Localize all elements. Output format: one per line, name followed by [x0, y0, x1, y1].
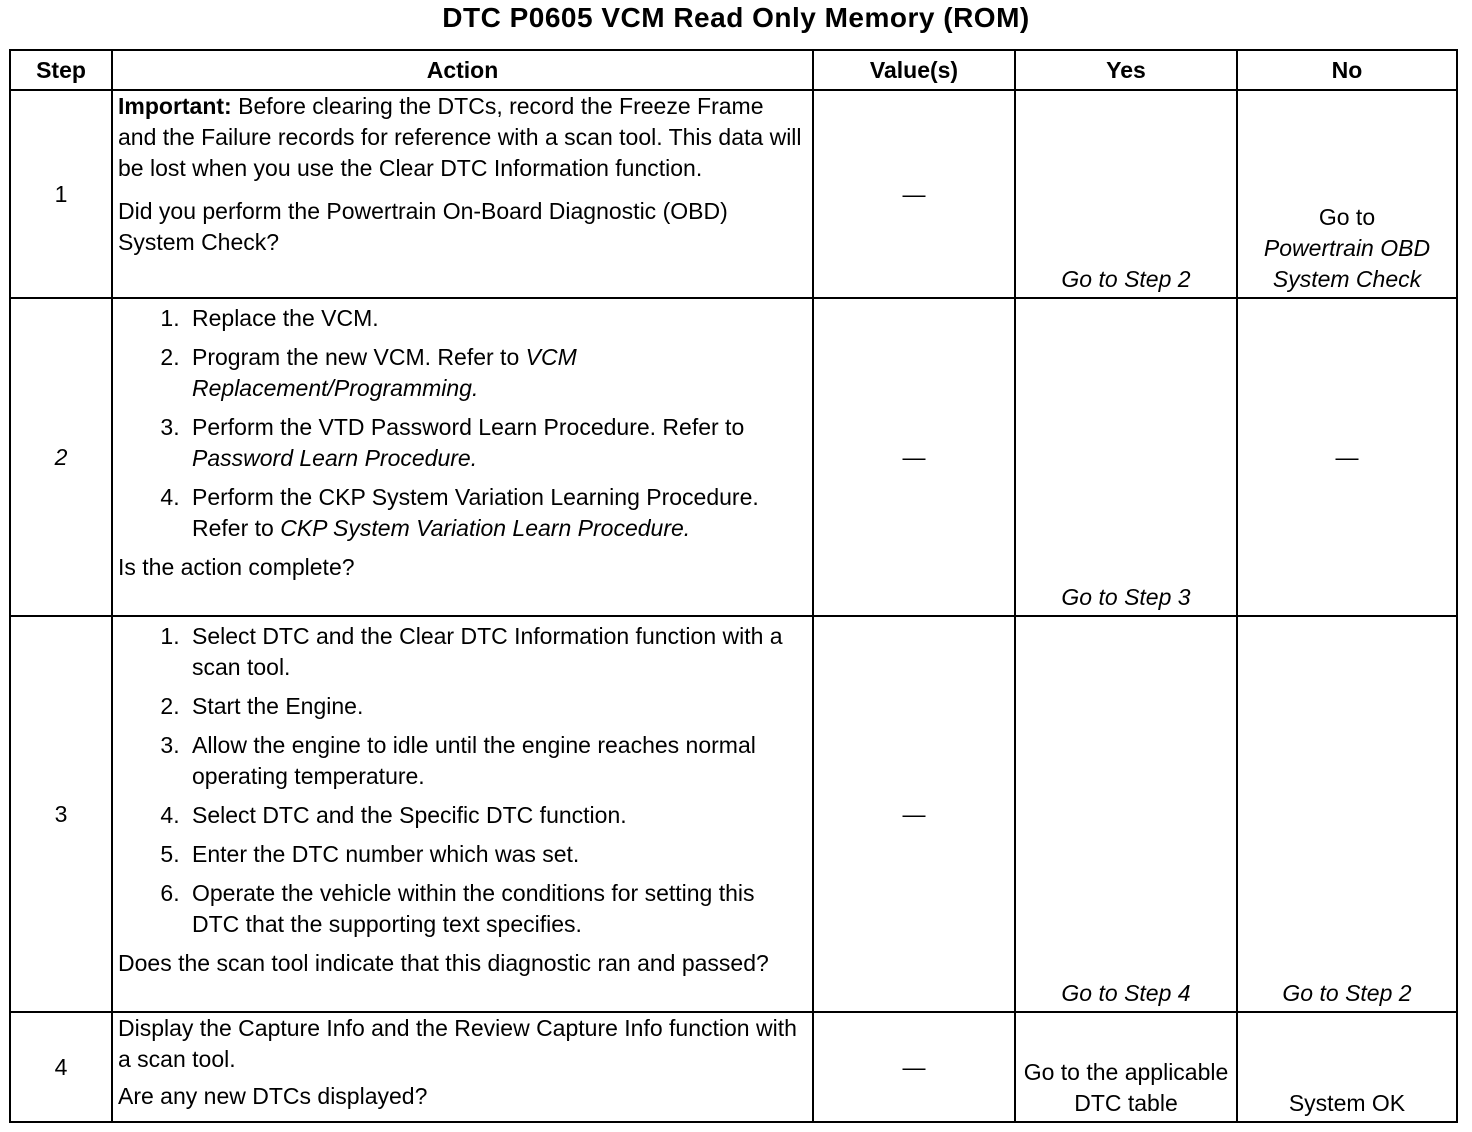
header-values: Value(s)	[813, 50, 1015, 90]
action-steps	[118, 303, 807, 544]
table-row	[10, 90, 1457, 298]
action-question: Did you perform the Powertrain On-Board Diagnostic (OBD) System Check?	[118, 198, 728, 255]
header-action: Action	[112, 50, 813, 90]
important-note	[118, 91, 807, 184]
header-row	[10, 50, 1457, 90]
action-question: Does the scan tool indicate that this diagnostic ran and passed?	[118, 950, 769, 976]
action-question: Is the action complete?	[118, 554, 355, 580]
value-cell: —	[813, 616, 1015, 1012]
no-cell: System OK	[1237, 1012, 1457, 1122]
action-cell	[112, 616, 813, 1012]
value-cell: —	[813, 298, 1015, 616]
header-yes: Yes	[1015, 50, 1237, 90]
action-step: 6. Operate the vehicle within the conditions for setting this DTC that the supporting text specifies.	[186, 878, 807, 940]
no-cell: —	[1237, 298, 1457, 616]
action-step: 5. Enter the DTC number which was set.	[186, 839, 807, 870]
no-prefix: Go to	[1318, 204, 1376, 230]
reference-link[interactable]: CKP System Variation Learn Procedure.	[280, 515, 691, 541]
action-step: 4. Perform the CKP System Variation Learning Procedure. Refer to CKP System Variation Learn Procedure.	[186, 482, 807, 544]
yes-link[interactable]: Go to Step 2	[1015, 90, 1237, 298]
action-step: 2. Start the Engine.	[186, 691, 807, 722]
action-step: 3. Allow the engine to idle until the engine reaches normal operating temperature.	[186, 730, 807, 792]
reference-link[interactable]: Password Learn Procedure.	[192, 445, 478, 471]
table-row	[10, 298, 1457, 616]
step-number: 4	[10, 1012, 112, 1122]
no-cell	[1237, 90, 1457, 298]
action-cell	[112, 1012, 813, 1122]
table-row	[10, 616, 1457, 1012]
yes-link[interactable]: Go to Step 4	[1015, 616, 1237, 1012]
action-step: 1. Replace the VCM.	[186, 303, 807, 334]
value-cell: —	[813, 1012, 1015, 1122]
yes-link[interactable]: Go to Step 3	[1015, 298, 1237, 616]
page-title: DTC P0605 VCM Read Only Memory (ROM)	[442, 2, 1030, 33]
action-step: 1. Select DTC and the Clear DTC Information function with a scan tool.	[186, 621, 807, 683]
header-step: Step	[10, 50, 112, 90]
header-no: No	[1237, 50, 1457, 90]
yes-link[interactable]: Go to the applicable DTC table	[1015, 1012, 1237, 1122]
no-link[interactable]: Powertrain OBD System Check	[1263, 235, 1431, 292]
step-number: 2	[10, 298, 112, 616]
action-cell	[112, 90, 813, 298]
action-cell	[112, 298, 813, 616]
step-number: 3	[10, 616, 112, 1012]
no-link[interactable]: Go to Step 2	[1237, 616, 1457, 1012]
value-cell: —	[813, 90, 1015, 298]
important-text: Before clearing the DTCs, record the Freeze Frame and the Failure records for reference with a scan tool. This data will be lost when you use the Clear DTC Information function.	[118, 93, 802, 181]
reference-link[interactable]: VCM Replacement/Programming.	[192, 344, 577, 401]
action-question: Are any new DTCs displayed?	[118, 1083, 428, 1109]
action-step: 4. Select DTC and the Specific DTC function.	[186, 800, 807, 831]
diagnostic-table	[9, 49, 1458, 1123]
table-row	[10, 1012, 1457, 1122]
action-steps	[118, 621, 807, 940]
action-text: Display the Capture Info and the Review Capture Info function with a scan tool.	[118, 1015, 797, 1072]
important-label: Important:	[118, 93, 232, 119]
step-number: 1	[10, 90, 112, 298]
action-step: 3. Perform the VTD Password Learn Procedure. Refer to Password Learn Procedure.	[186, 412, 807, 474]
action-step: 2. Program the new VCM. Refer to VCM Replacement/Programming.	[186, 342, 807, 404]
